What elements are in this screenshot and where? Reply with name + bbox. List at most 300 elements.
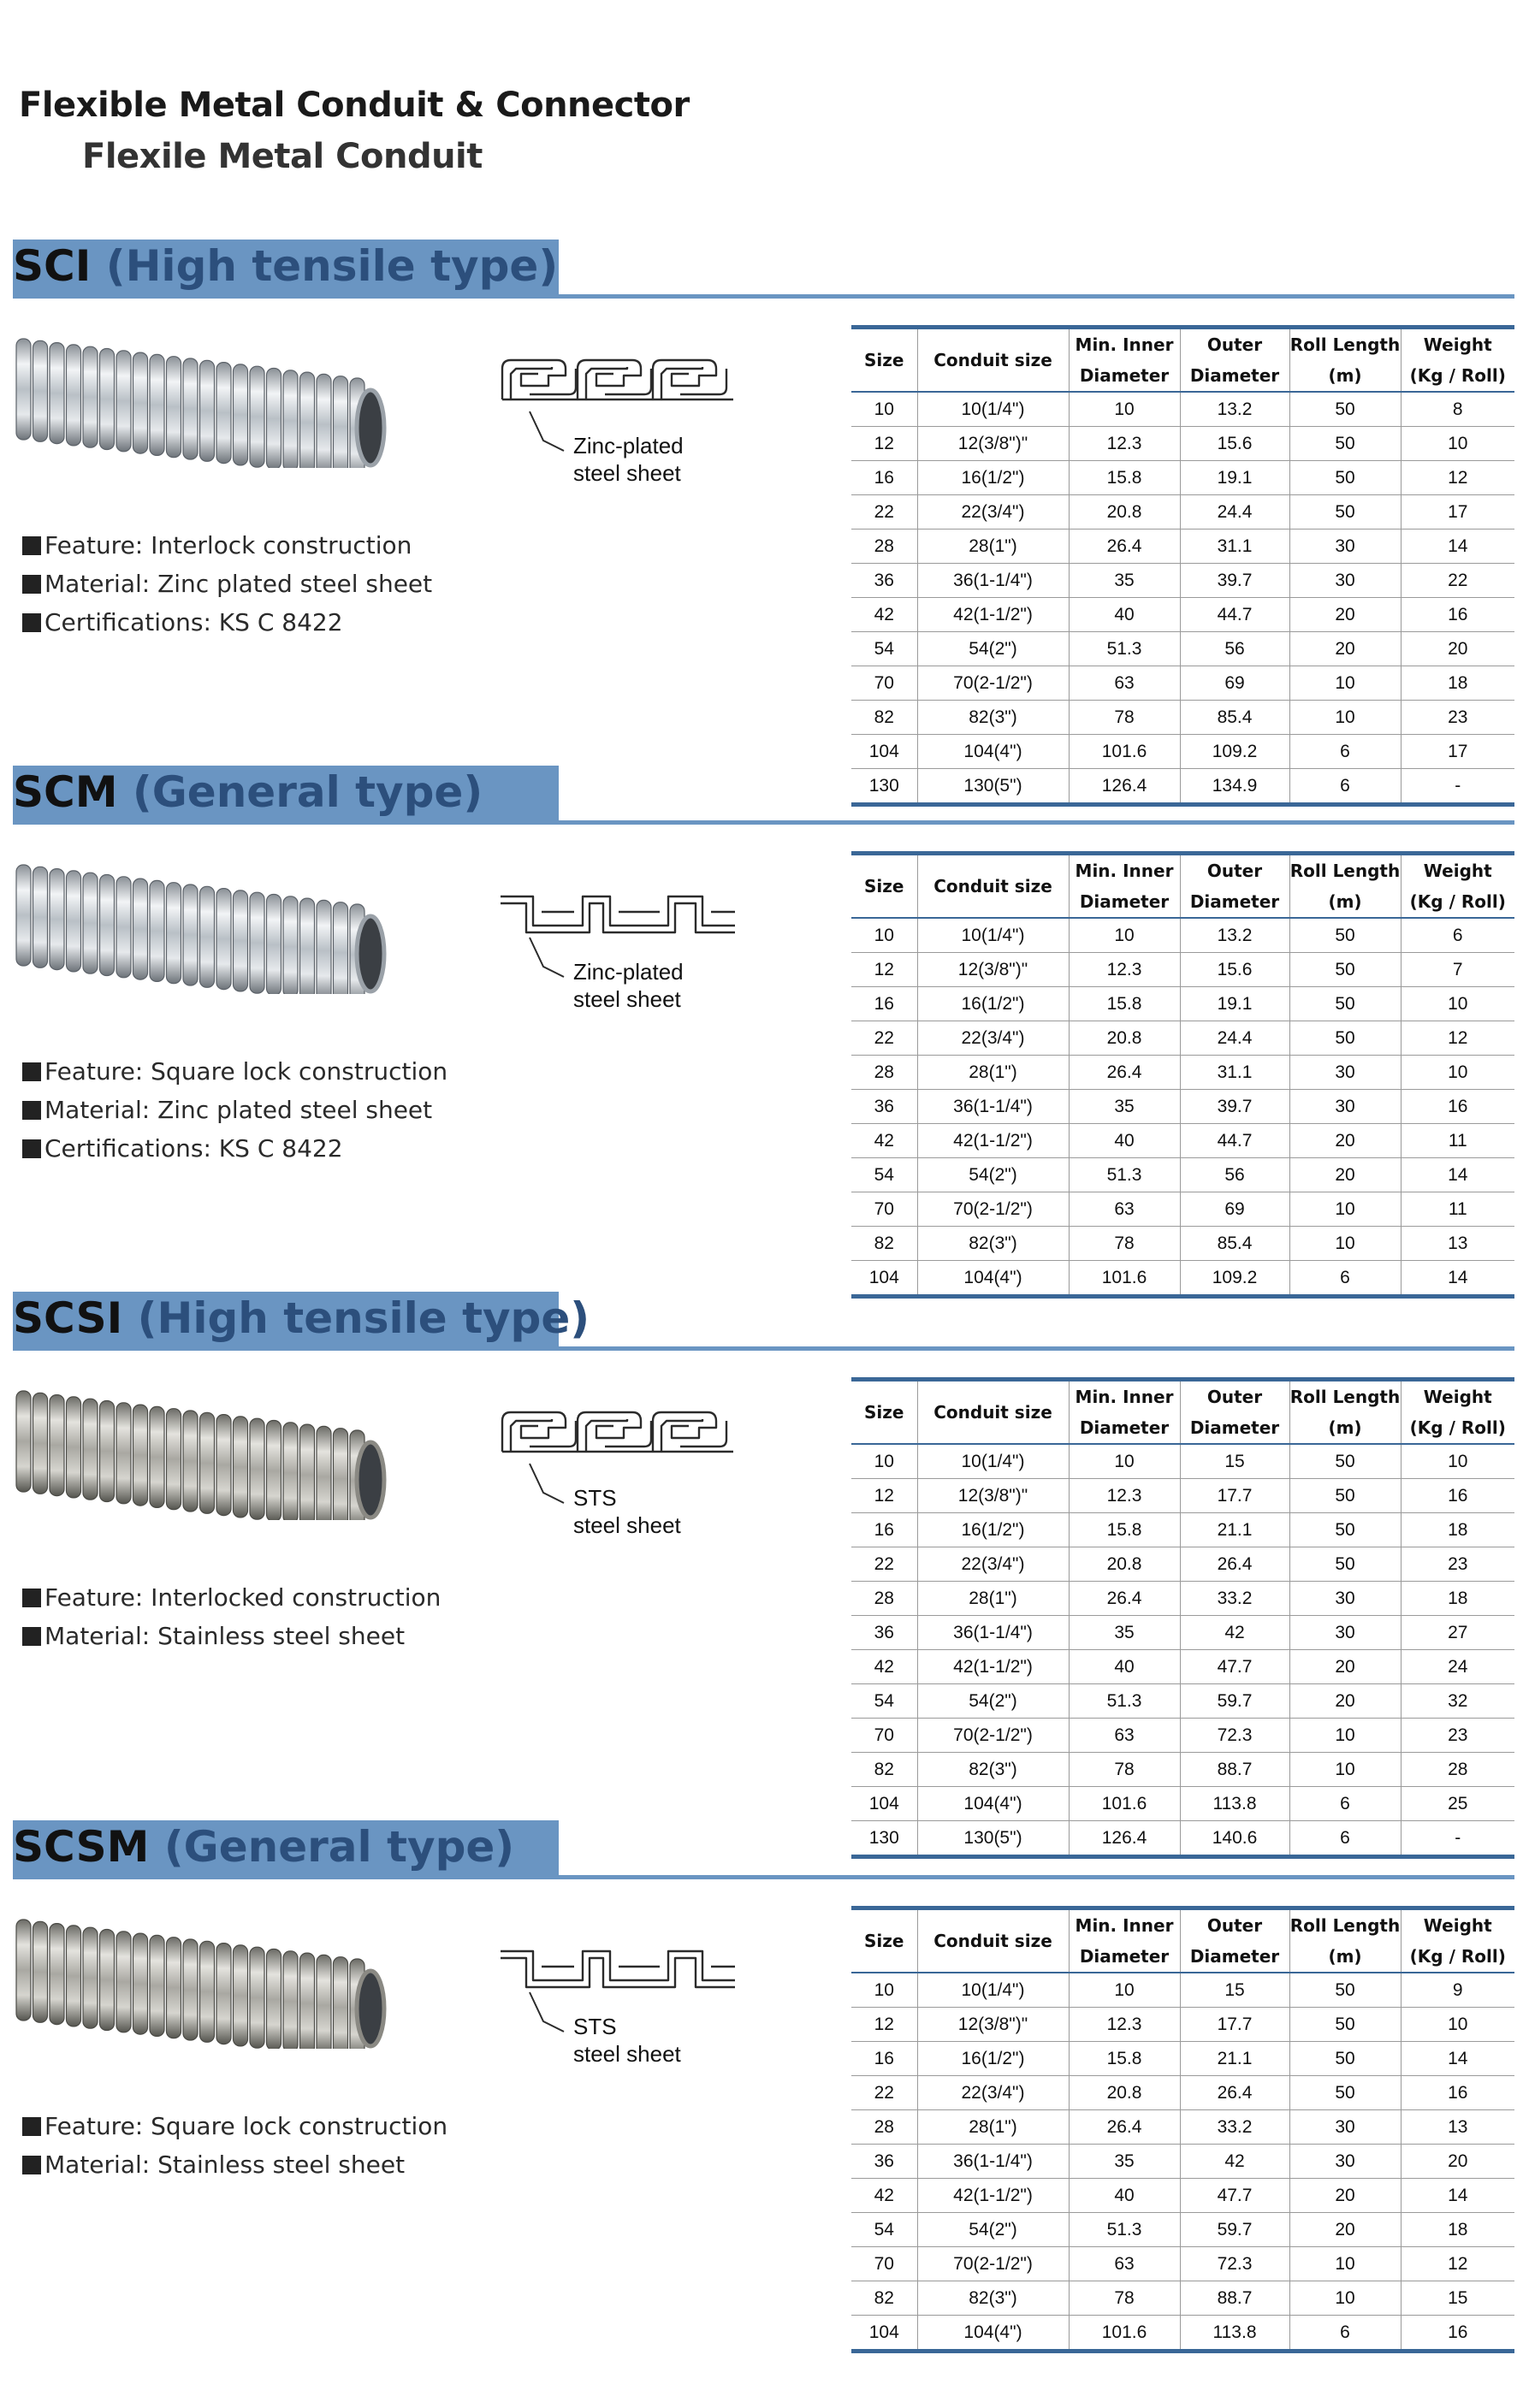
conduit-rib (133, 1405, 148, 1506)
conduit-rib (234, 364, 248, 465)
cell-min-inner: 10 (1069, 392, 1180, 427)
square-bullet-icon (22, 1627, 41, 1646)
table-row (851, 1124, 1514, 1158)
cell-weight: 15 (1401, 2281, 1514, 2316)
cell-min-inner: 20.8 (1069, 495, 1180, 530)
sheet-label-line-2: steel sheet (573, 986, 681, 1012)
table-row (851, 1787, 1514, 1821)
conduit-rib (283, 1423, 298, 1520)
sheet-label-line-2: steel sheet (573, 2041, 681, 2067)
cell-conduit-size: 104(4") (917, 2316, 1069, 2352)
square-bullet-icon (22, 2117, 41, 2136)
cell-conduit-size: 70(2-1/2") (917, 2247, 1069, 2281)
cell-outer: 39.7 (1180, 564, 1289, 598)
sheet-label-line-2: steel sheet (573, 1512, 681, 1538)
cell-conduit-size: 42(1-1/2") (917, 598, 1069, 632)
cell-size: 12 (851, 953, 917, 987)
table-row (851, 987, 1514, 1021)
cell-weight: 10 (1401, 987, 1514, 1021)
cell-roll-length: 6 (1289, 1261, 1401, 1297)
header-outer: Outer (1180, 1908, 1289, 1942)
conduit-rib (283, 370, 298, 468)
cell-outer: 56 (1180, 1158, 1289, 1192)
cell-conduit-size: 54(2") (917, 1158, 1069, 1192)
conduit-rib (67, 1926, 81, 2026)
cell-weight: 8 (1401, 392, 1514, 427)
table-row (851, 701, 1514, 735)
cell-outer: 85.4 (1180, 1227, 1289, 1261)
cell-roll-length: 50 (1289, 1973, 1401, 2008)
cell-conduit-size: 10(1/4") (917, 918, 1069, 953)
conduit-rib (283, 1951, 298, 2049)
conduit-rib (200, 1412, 215, 1513)
cell-conduit-size: 16(1/2") (917, 2042, 1069, 2076)
conduit-rib (183, 1411, 198, 1512)
feature-list (22, 526, 432, 642)
conduit-rib (150, 1406, 164, 1507)
conduit-rib (334, 376, 348, 468)
sheet-label-line-1: Zinc-plated (573, 959, 684, 985)
cell-roll-length: 50 (1289, 1444, 1401, 1479)
leader-line (530, 1464, 564, 1503)
square-bullet-icon (22, 613, 41, 632)
cell-weight: 20 (1401, 2145, 1514, 2179)
cell-size: 42 (851, 2179, 917, 2213)
conduit-rib (300, 1953, 315, 2049)
conduit-rib (300, 1424, 315, 1520)
cell-weight: 18 (1401, 1582, 1514, 1616)
table-row (851, 1547, 1514, 1582)
header-roll-length-unit: (m) (1289, 1412, 1401, 1444)
header-size: Size (851, 1908, 917, 1973)
cell-roll-length: 30 (1289, 1056, 1401, 1090)
cell-outer: 31.1 (1180, 1056, 1289, 1090)
cell-min-inner: 20.8 (1069, 2076, 1180, 2110)
cell-size: 42 (851, 1124, 917, 1158)
table-row (851, 1582, 1514, 1616)
cell-size: 16 (851, 1513, 917, 1547)
cell-conduit-size: 12(3/8")" (917, 1479, 1069, 1513)
cell-roll-length: 6 (1289, 1787, 1401, 1821)
cell-outer: 69 (1180, 1192, 1289, 1227)
cell-weight: 18 (1401, 1513, 1514, 1547)
conduit-end (357, 1442, 384, 1518)
cell-outer: 88.7 (1180, 1753, 1289, 1787)
feature-list (22, 2107, 447, 2184)
cell-conduit-size: 28(1") (917, 1056, 1069, 1090)
cell-outer: 39.7 (1180, 1090, 1289, 1124)
table-row (851, 2281, 1514, 2316)
conduit-rib (33, 1393, 48, 1494)
table-row (851, 564, 1514, 598)
cell-conduit-size: 22(3/4") (917, 495, 1069, 530)
header-size: Size (851, 854, 917, 919)
cell-size: 28 (851, 1056, 917, 1090)
cell-outer: 47.7 (1180, 2179, 1289, 2213)
conduit-rib (16, 1920, 31, 2020)
cell-size: 16 (851, 987, 917, 1021)
cell-weight: 12 (1401, 2247, 1514, 2281)
cell-outer: 19.1 (1180, 987, 1289, 1021)
section-title (13, 1293, 590, 1343)
cell-conduit-size: 28(1") (917, 530, 1069, 564)
conduit-rib (234, 1945, 248, 2046)
leader-line (530, 411, 564, 451)
table-row (851, 1616, 1514, 1650)
cell-conduit-size: 54(2") (917, 2213, 1069, 2247)
cell-min-inner: 15.8 (1069, 1513, 1180, 1547)
conduit-rib (67, 871, 81, 972)
cell-size: 36 (851, 2145, 917, 2179)
sheet-material-label (573, 2013, 681, 2068)
header-roll-length: Roll Length (1289, 854, 1401, 887)
conduit-photo (13, 335, 389, 468)
cell-size: 16 (851, 2042, 917, 2076)
conduit-rib (183, 1939, 198, 2040)
feature-item (22, 2145, 447, 2184)
cell-weight: 22 (1401, 564, 1514, 598)
cell-roll-length: 50 (1289, 1479, 1401, 1513)
cell-conduit-size: 12(3/8")" (917, 2008, 1069, 2042)
cell-roll-length: 20 (1289, 632, 1401, 666)
table-row (851, 1513, 1514, 1547)
cell-roll-length: 10 (1289, 666, 1401, 701)
cell-conduit-size: 22(3/4") (917, 1547, 1069, 1582)
cell-outer: 109.2 (1180, 735, 1289, 769)
product-type: (General type) (132, 767, 483, 817)
conduit-photo-frame (13, 1387, 389, 1520)
cell-roll-length: 50 (1289, 392, 1401, 427)
cell-conduit-size: 12(3/8")" (917, 427, 1069, 461)
cell-weight: 14 (1401, 530, 1514, 564)
leader-line (530, 1992, 564, 2032)
cell-min-inner: 51.3 (1069, 1684, 1180, 1719)
cell-outer: 15 (1180, 1444, 1289, 1479)
feature-item (22, 526, 432, 565)
table-row (851, 1650, 1514, 1684)
cell-weight: 10 (1401, 2008, 1514, 2042)
cell-min-inner: 12.3 (1069, 2008, 1180, 2042)
cell-roll-length: 50 (1289, 1547, 1401, 1582)
conduit-rib (133, 879, 148, 979)
cell-weight: 14 (1401, 1158, 1514, 1192)
conduit-rib (200, 886, 215, 987)
cell-outer: 31.1 (1180, 530, 1289, 564)
cell-weight: 16 (1401, 1090, 1514, 1124)
header-roll-length: Roll Length (1289, 1380, 1401, 1413)
table-row (851, 495, 1514, 530)
table-row (851, 392, 1514, 427)
header-min-inner: Min. Inner (1069, 1908, 1180, 1942)
header-roll-length-unit: (m) (1289, 886, 1401, 918)
leader-line (530, 938, 564, 977)
cell-weight: 20 (1401, 632, 1514, 666)
cell-weight: 13 (1401, 1227, 1514, 1261)
feature-list (22, 1578, 441, 1655)
header-size: Size (851, 328, 917, 393)
cell-roll-length: 20 (1289, 2213, 1401, 2247)
conduit-end (357, 1971, 384, 2046)
cell-size: 28 (851, 2110, 917, 2145)
cell-conduit-size: 16(1/2") (917, 1513, 1069, 1547)
table-row (851, 1444, 1514, 1479)
cell-min-inner: 63 (1069, 1719, 1180, 1753)
spec-table (851, 851, 1514, 1299)
cell-roll-length: 50 (1289, 1021, 1401, 1056)
feature-item (22, 1129, 447, 1168)
cell-outer: 26.4 (1180, 2076, 1289, 2110)
cell-min-inner: 12.3 (1069, 953, 1180, 987)
cell-min-inner: 51.3 (1069, 2213, 1180, 2247)
header-conduit-size: Conduit size (917, 328, 1069, 393)
table-row (851, 1227, 1514, 1261)
cell-min-inner: 78 (1069, 1227, 1180, 1261)
cell-size: 10 (851, 1973, 917, 2008)
cell-weight: 17 (1401, 735, 1514, 769)
cell-weight: 25 (1401, 1787, 1514, 1821)
cell-roll-length: 10 (1289, 1192, 1401, 1227)
cell-outer: 13.2 (1180, 392, 1289, 427)
conduit-rib (133, 1933, 148, 2034)
conduit-rib (317, 374, 331, 468)
cell-roll-length: 50 (1289, 2042, 1401, 2076)
cell-weight: 16 (1448, 2322, 1468, 2342)
table-row (851, 1753, 1514, 1787)
table-row (851, 2076, 1514, 2110)
square-bullet-icon (22, 536, 41, 555)
cell-outer: 26.4 (1180, 1547, 1289, 1582)
cell-roll-length: 10 (1289, 1227, 1401, 1261)
section-rule (13, 1875, 1514, 1879)
feature-text: Feature: Interlock construction (44, 531, 412, 559)
conduit-rib (50, 343, 64, 444)
cell-min-inner: 26.4 (1069, 1582, 1180, 1616)
cell-conduit-size: 22(3/4") (917, 2076, 1069, 2110)
conduit-rib (50, 869, 64, 970)
cell-min-inner: 51.3 (1069, 632, 1180, 666)
cell-min-inner: 20.8 (1069, 1021, 1180, 1056)
cell-outer: 42 (1180, 2145, 1289, 2179)
cell-outer: 109.2 (1180, 1261, 1289, 1297)
cell-size: 42 (851, 1650, 917, 1684)
header-roll-length-unit: (m) (1289, 360, 1401, 392)
header-outer-sub: Diameter (1180, 1941, 1289, 1973)
conduit-photo (13, 1916, 389, 2049)
cell-outer: 21.1 (1180, 2042, 1289, 2076)
cell-size: 12 (851, 427, 917, 461)
cell-roll-length: 20 (1289, 2179, 1401, 2213)
feature-text: Feature: Interlocked construction (44, 1583, 441, 1612)
table-row (851, 2247, 1514, 2281)
cell-conduit-size: 28(1") (917, 2110, 1069, 2145)
cell-size: 82 (851, 701, 917, 735)
cell-size: 22 (851, 1547, 917, 1582)
cell-size: 70 (851, 1719, 917, 1753)
header-roll-length-unit: (m) (1289, 1941, 1401, 1973)
cell-conduit-size: 82(3") (917, 1753, 1069, 1787)
conduit-rib (334, 1957, 348, 2049)
conduit-photo (13, 861, 389, 994)
cell-outer: 59.7 (1180, 1684, 1289, 1719)
section-rule (13, 1346, 1514, 1351)
cell-weight: 6 (1401, 918, 1514, 953)
page-title: Flexible Metal Conduit & Connector (19, 86, 690, 125)
product-section-scm (0, 766, 1523, 1287)
cell-size: 82 (851, 2281, 917, 2316)
sheet-label-line-1: Zinc-plated (573, 433, 684, 459)
cell-weight: 16 (1401, 1479, 1514, 1513)
cell-outer: 17.7 (1180, 1479, 1289, 1513)
conduit-rib (317, 900, 331, 994)
cell-roll-length: 10 (1289, 2281, 1401, 2316)
cell-outer: 17.7 (1180, 2008, 1289, 2042)
cell-roll-length: 10 (1289, 1719, 1401, 1753)
conduit-rib (283, 896, 298, 994)
spec-table (851, 325, 1514, 807)
conduit-rib (150, 880, 164, 981)
conduit-rib (216, 889, 231, 990)
cell-outer: 56 (1180, 632, 1289, 666)
header-outer: Outer (1180, 328, 1289, 361)
conduit-rib (200, 360, 215, 461)
cell-outer: 33.2 (1180, 2110, 1289, 2145)
cell-weight: 23 (1401, 1547, 1514, 1582)
table-header-row (851, 328, 1514, 361)
cell-conduit-size: 10(1/4") (917, 1973, 1069, 2008)
cell-weight: 10 (1401, 427, 1514, 461)
table-row (851, 1090, 1514, 1124)
cell-roll-length: 50 (1289, 2076, 1401, 2110)
cell-roll-length: 30 (1289, 1090, 1401, 1124)
table-row (851, 461, 1514, 495)
header-weight: Weight (1423, 1915, 1492, 1936)
conduit-photo-frame (13, 1916, 389, 2049)
cell-roll-length: 50 (1289, 427, 1401, 461)
cell-size: 16 (851, 461, 917, 495)
cell-weight: 18 (1401, 2213, 1514, 2247)
conduit-rib (234, 1417, 248, 1518)
conduit-rib (183, 358, 198, 459)
table-row (851, 530, 1514, 564)
header-weight-unit: (Kg / Roll) (1401, 886, 1514, 918)
cell-outer: 113.8 (1180, 2316, 1289, 2352)
cell-outer: 88.7 (1180, 2281, 1289, 2316)
cell-outer: 15.6 (1180, 953, 1289, 987)
conduit-rib (116, 1403, 131, 1504)
conduit-rib (167, 883, 181, 984)
header-weight: Weight (1423, 1387, 1492, 1407)
header-conduit-size: Conduit size (917, 1908, 1069, 1973)
cell-outer: 24.4 (1180, 1021, 1289, 1056)
conduit-rib (267, 1949, 281, 2050)
product-type: (High tensile type) (137, 1293, 590, 1343)
cell-size: 104 (851, 735, 917, 769)
cell-size: 28 (851, 530, 917, 564)
cell-weight: 16 (1401, 2076, 1514, 2110)
conduit-rib (83, 346, 98, 447)
conduit-rib (300, 898, 315, 994)
feature-item (22, 1617, 441, 1655)
cell-size: 82 (851, 1753, 917, 1787)
cell-size: 36 (851, 1090, 917, 1124)
cell-min-inner: 40 (1069, 598, 1180, 632)
cell-roll-length: 30 (1289, 2145, 1401, 2179)
conduit-rib (167, 357, 181, 458)
feature-text: Material: Stainless steel sheet (44, 2151, 406, 2179)
cell-min-inner: 101.6 (1069, 2316, 1180, 2352)
cell-conduit-size: 104(4") (917, 1787, 1069, 1821)
cell-conduit-size: 36(1-1/4") (917, 2145, 1069, 2179)
cell-roll-length: 6 (1289, 769, 1401, 805)
cell-outer: 44.7 (1180, 1124, 1289, 1158)
cell-weight: 14 (1448, 1267, 1468, 1287)
conduit-end (357, 390, 384, 465)
cell-weight: 23 (1401, 701, 1514, 735)
cell-min-inner: 26.4 (1069, 2110, 1180, 2145)
conduit-rib (100, 1930, 115, 2031)
section-title (13, 767, 483, 817)
cell-size: 130 (851, 1821, 917, 1857)
cell-roll-length: 10 (1289, 701, 1401, 735)
cell-roll-length: 30 (1289, 530, 1401, 564)
cell-size: 12 (851, 2008, 917, 2042)
cell-size: 10 (851, 1444, 917, 1479)
cell-min-inner: 15.8 (1069, 2042, 1180, 2076)
feature-item (22, 1052, 447, 1091)
section-rule (13, 820, 1514, 825)
feature-text: Certifications: KS C 8422 (44, 1134, 343, 1163)
cell-conduit-size: 104(4") (917, 1261, 1069, 1297)
table-row (851, 1192, 1514, 1227)
cell-conduit-size: 36(1-1/4") (917, 1616, 1069, 1650)
cell-conduit-size: 10(1/4") (917, 392, 1069, 427)
square-bullet-icon (22, 1139, 41, 1158)
feature-item (22, 1578, 441, 1617)
cell-roll-length: 50 (1289, 2008, 1401, 2042)
header-roll-length: Roll Length (1289, 328, 1401, 361)
cell-weight: 14 (1401, 2179, 1514, 2213)
cell-roll-length: 50 (1289, 461, 1401, 495)
cell-conduit-size: 12(3/8")" (917, 953, 1069, 987)
cell-weight: 18 (1401, 666, 1514, 701)
cell-min-inner: 101.6 (1069, 1787, 1180, 1821)
conduit-rib (100, 1401, 115, 1502)
conduit-rib (83, 873, 98, 973)
cell-roll-length: 20 (1289, 1650, 1401, 1684)
header-min-inner-sub: Diameter (1069, 360, 1180, 392)
cell-size: 28 (851, 1582, 917, 1616)
square-bullet-icon (22, 2156, 41, 2174)
cell-roll-length: 10 (1289, 2247, 1401, 2281)
cell-outer: 42 (1180, 1616, 1289, 1650)
cell-outer: 13.2 (1180, 918, 1289, 953)
table-row (851, 2145, 1514, 2179)
conduit-rib (267, 895, 281, 995)
cell-roll-length: 20 (1289, 1124, 1401, 1158)
table-row (851, 918, 1514, 953)
feature-item (22, 603, 432, 642)
cell-size: 54 (851, 1684, 917, 1719)
cell-min-inner: 35 (1069, 564, 1180, 598)
section-title (13, 1822, 515, 1872)
cell-roll-length: 30 (1289, 564, 1401, 598)
cell-size: 82 (851, 1227, 917, 1261)
cell-conduit-size: 130(5") (917, 1821, 1069, 1857)
cell-roll-length: 30 (1289, 1582, 1401, 1616)
cell-roll-length: 50 (1289, 495, 1401, 530)
conduit-end (357, 916, 384, 991)
cell-roll-length: 20 (1289, 598, 1401, 632)
